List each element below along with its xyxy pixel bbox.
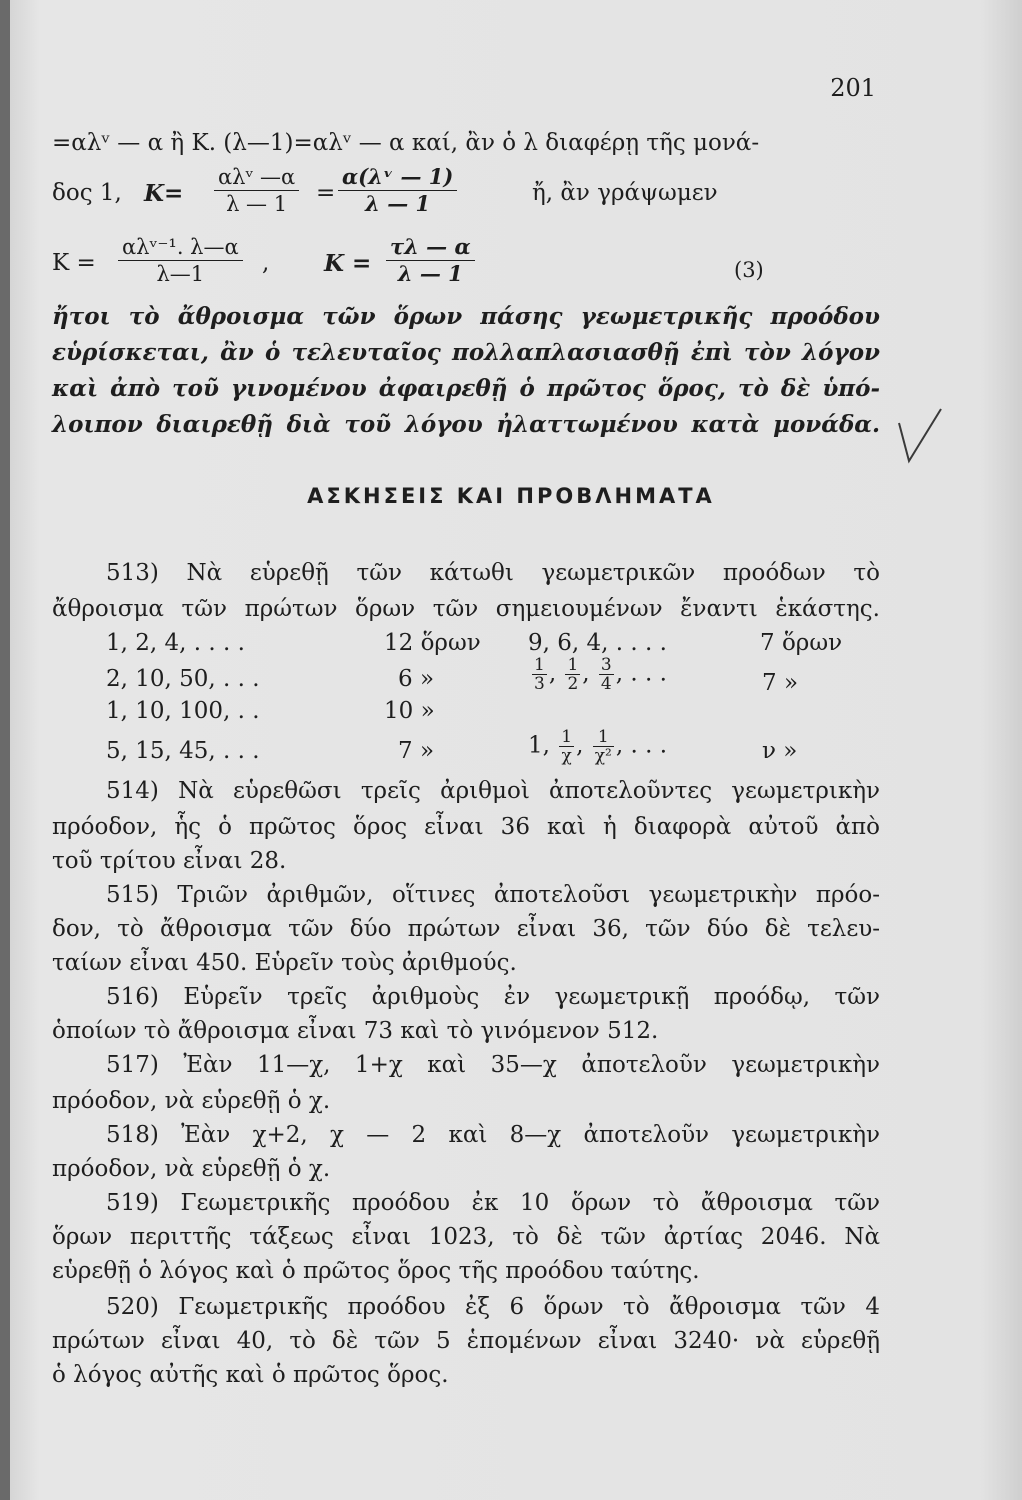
italic-line-3: καὶ ἀπὸ τοῦ γινομένου ἀφαιρεθῇ ὁ πρῶτος ὅρος, τὸ δὲ ὑπό- [52, 375, 880, 402]
exercise-515-line-2: δον, τὸ ἄθροισμα τῶν δύο πρώτων εἶναι 36, τῶν δύο δὲ τελευ- [52, 916, 880, 942]
exercise-516-line-1: 516) Εὑρεῖν τρεῖς ἀριθμοὺς ἐν γεωμετρικῇ προόδῳ, τῶν [106, 984, 880, 1010]
exercise-514-line-3: τοῦ τρίτου εἶναι 28. [52, 848, 287, 874]
table-left-seq-3: 1, 10, 100, . . [106, 698, 260, 724]
table-right-seq-4: 1, $\frac{1}{\chi}$ , $\frac{1}{\text{χ²}}$ , . . . [528, 727, 668, 766]
exercise-515-line-1: 515) Τριῶν ἀριθμῶν, οἵτινες ἀποτελοῦσι γεωμετρικὴν πρόο- [106, 882, 880, 908]
frac-one-over-chi-squared: $\frac{1}{\text{χ²}}$ [594, 727, 612, 766]
k-label-3: Κ = [324, 250, 372, 277]
exercise-517-line-1: 517) Ἐὰν 11—χ, 1+χ καὶ 35—χ ἀποτελοῦν γεωμετρικὴν [106, 1052, 880, 1078]
exercise-513-line-1: 513) Νὰ εὑρεθῇ τῶν κάτωθι γεωμετρικῶν προόδων τὸ [106, 560, 880, 586]
fraction-3-numerator: αλᵛ⁻¹. λ—α [118, 234, 243, 261]
table-right-seq-2: $\frac{1}{3}$ , $\frac{1}{2}$ , $\frac{3}{4}$ , . . . [534, 655, 667, 694]
frac-one-over-chi: $\frac{1}{\chi}$ [561, 727, 573, 766]
exercise-520-line-2: πρώτων εἶναι 40, τὸ δὲ τῶν 5 ἑπομένων εἶναι 3240· νὰ εὑρεθῇ [52, 1328, 880, 1354]
table-right-count-4: ν » [762, 738, 798, 764]
exercise-519-line-3: εὑρεθῇ ὁ λόγος καὶ ὁ πρῶτος ὅρος τῆς προόδου ταύτης. [52, 1258, 700, 1284]
fraction-4 [386, 234, 475, 287]
formula-line-1: =αλᵛ — α ἢ Κ. (λ—1)=αλᵛ — α καί, ἂν ὁ λ διαφέρῃ τῆς μονά- [52, 130, 760, 156]
formula-line-2-suffix: ἤ, ἂν γράψωμεν [532, 180, 718, 206]
frac-one-third: $\frac{1}{3}$ [534, 655, 545, 694]
exercise-519-line-1: 519) Γεωμετρικῆς προόδου ἐκ 10 ὅρων τὸ ἄθροισμα τῶν [106, 1190, 880, 1216]
exercise-517-line-2: πρόοδον, νὰ εὑρεθῇ ὁ χ. [52, 1088, 331, 1114]
section-heading: ΑΣΚΗΣΕΙΣ ΚΑΙ ΠΡΟΒΛΗΜΑΤΑ [307, 484, 715, 508]
fraction-2-denominator: λ — 1 [365, 191, 431, 216]
table-left-seq-2: 2, 10, 50, . . . [106, 666, 260, 692]
italic-line-4: λοιπον διαιρεθῇ διὰ τοῦ λόγου ἠλαττωμένου κατὰ μονάδα. [52, 411, 880, 438]
fraction-1-numerator: αλᵛ —α [214, 164, 299, 191]
table-left-count-3: 10 » [384, 698, 435, 724]
fraction-1-denominator: λ — 1 [226, 192, 288, 216]
exercise-520-line-1: 520) Γεωμετρικῆς προόδου ἐξ 6 ὅρων τὸ ἄθροισμα τῶν 4 [106, 1294, 880, 1320]
fraction-4-numerator: τλ — α [386, 234, 475, 261]
fraction-2 [338, 164, 457, 217]
equals-sign: = [316, 180, 336, 206]
fraction-4-denominator: λ — 1 [397, 261, 463, 286]
page-binding-edge [0, 0, 10, 1500]
fraction-1 [214, 164, 299, 217]
table-left-seq-1: 1, 2, 4, . . . . [106, 630, 245, 656]
table-left-count-2: 6 » [398, 666, 435, 692]
exercise-514-line-2: πρόοδον, ἧς ὁ πρῶτος ὅρος εἶναι 36 καὶ ἡ διαφορὰ αὐτοῦ ἀπὸ [52, 814, 880, 840]
exercise-514-line-1: 514) Νὰ εὑρεθῶσι τρεῖς ἀριθμοὶ ἀποτελοῦντες γεωμετρικὴν [106, 778, 880, 804]
frac-one-half: $\frac{1}{2}$ [567, 655, 579, 694]
exercise-518-line-1: 518) Ἐὰν χ+2, χ — 2 καὶ 8—χ ἀποτελοῦν γεωμετρικὴν [106, 1122, 880, 1148]
table-left-count-1: 12 ὅρων [384, 630, 481, 656]
k-label-2: Κ = [52, 250, 96, 276]
fraction-3-denominator: λ—1 [156, 262, 205, 286]
exercise-519-line-2: ὅρων περιττῆς τάξεως εἶναι 1023, τὸ δὲ τῶν ἀρτίας 2046. Νὰ [52, 1224, 880, 1250]
exercise-513-line-2: ἄθροισμα τῶν πρώτων ὅρων τῶν σημειουμένων ἔναντι ἑκάστης. [52, 596, 880, 622]
italic-line-2: εὑρίσκεται, ἂν ὁ τελευταῖος πολλαπλασιασθῇ ἐπὶ τὸν λόγον [52, 339, 880, 366]
table-right-seq-1: 9, 6, 4, . . . . [528, 630, 667, 656]
k-label-1: Κ= [144, 180, 184, 207]
exercise-520-line-3: ὁ λόγος αὐτῆς καὶ ὁ πρῶτος ὅρος. [52, 1362, 449, 1388]
table-right-count-2: 7 » [762, 670, 799, 696]
exercise-516-line-2: ὁποίων τὸ ἄθροισμα εἶναι 73 καὶ τὸ γινόμενον 512. [52, 1018, 659, 1044]
fraction-2-numerator: α(λᵛ — 1) [338, 164, 457, 191]
table-right-count-1: 7 ὅρων [760, 630, 843, 656]
exercise-518-line-2: πρόοδον, νὰ εὑρεθῇ ὁ χ. [52, 1156, 331, 1182]
formula-line-2-prefix: δος 1, [52, 180, 122, 206]
handwritten-check-mark [895, 405, 945, 465]
italic-line-1: ἤτοι τὸ ἄθροισμα τῶν ὅρων πάσης γεωμετρικῆς προόδου [52, 303, 880, 330]
fraction-3 [118, 234, 243, 287]
frac-three-quarters: $\frac{3}{4}$ [600, 655, 612, 694]
comma: , [262, 250, 270, 276]
equation-number: (3) [734, 258, 764, 282]
table-left-seq-4: 5, 15, 45, . . . [106, 738, 260, 764]
exercise-515-line-3: ταίων εἶναι 450. Εὑρεῖν τοὺς ἀριθμούς. [52, 950, 517, 976]
table-left-count-4: 7 » [398, 738, 435, 764]
page-number: 201 [830, 74, 876, 102]
